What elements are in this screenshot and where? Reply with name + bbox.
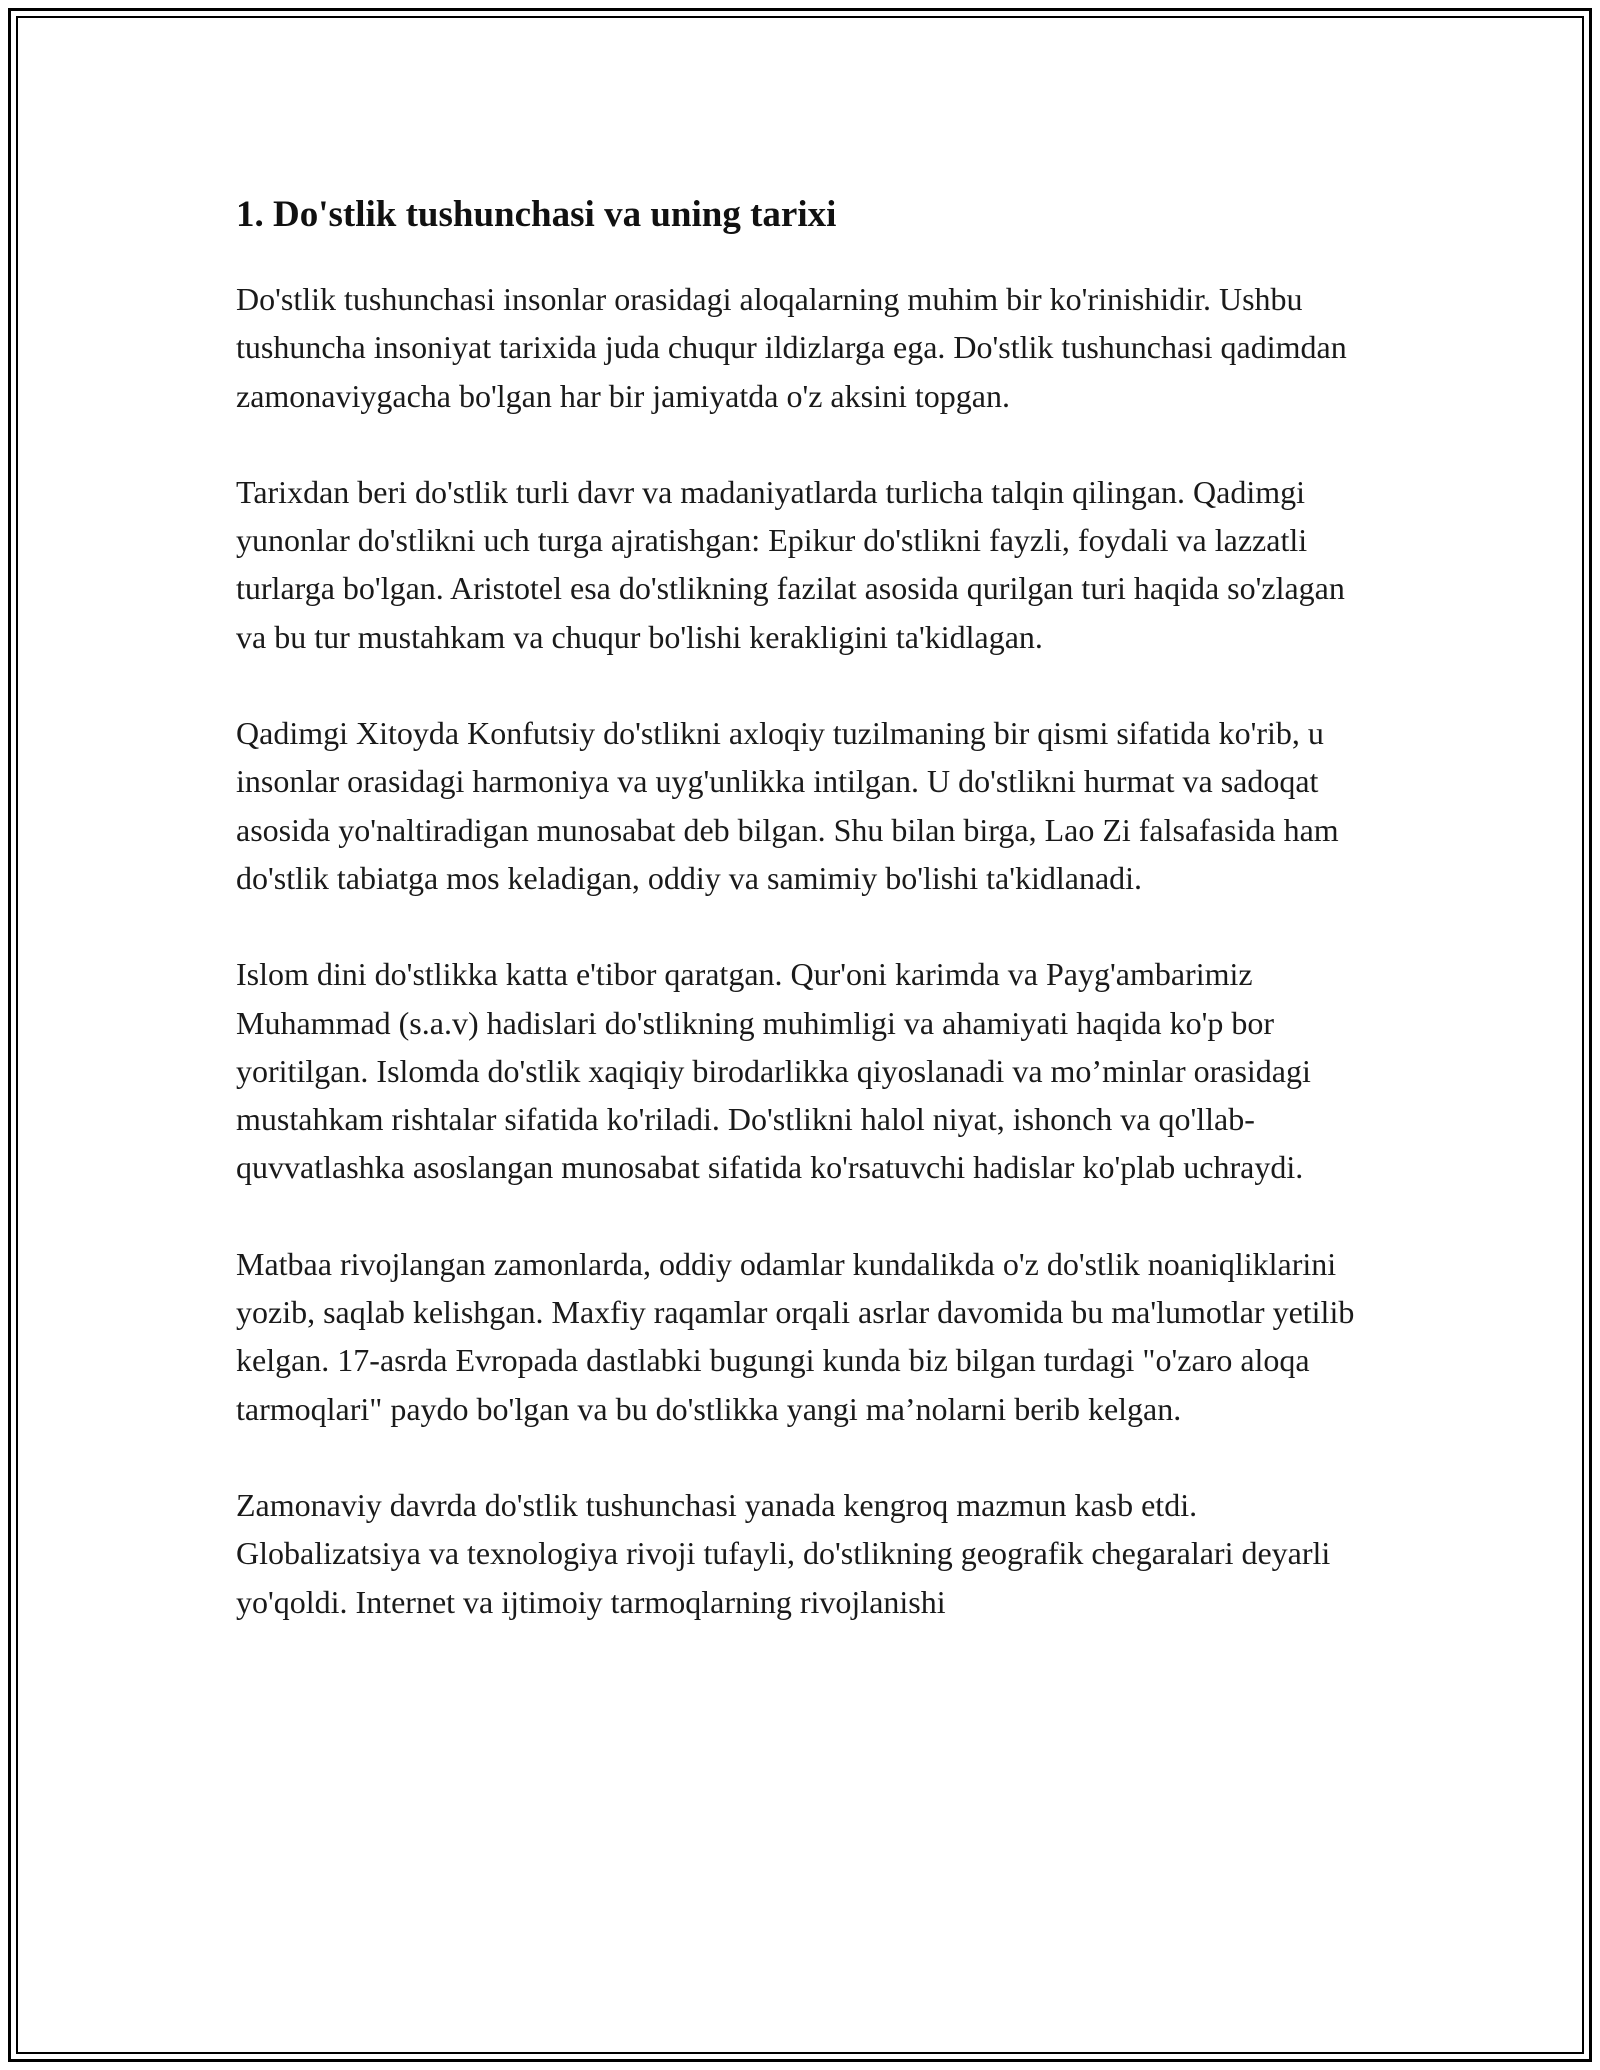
document-body [236, 188, 1376, 1626]
paragraph-intro: Do'stlik tushunchasi insonlar orasidagi aloqalarning muhim bir ko'rinishidir. Ushbu tushuncha insoniyat tarixida juda chuqur ildizlarga ega. Do'stlik tushunchasi qadimdan zamonaviygacha bo'lgan har bir jamiyatda o'z aksini topgan. [236, 281, 1347, 414]
paragraph-greek: Tarixdan beri do'stlik turli davr va madaniyatlarda turlicha talqin qilingan. Qadimgi yunonlar do'stlikni uch turga ajratishgan: Epikur do'stlikni fayzli, foydali va lazzatli turlarga bo'lgan. Aristotel esa do'stlikning fazilat asosida qurilgan turi haqida so'zlagan va bu tur mustahkam va chuqur bo'lishi kerakligini ta'kidlagan. [236, 473, 1345, 655]
paragraph-islam: Islom dini do'stlikka katta e'tibor qaratgan. Qur'oni karimda va Payg'ambarimiz Muhammad (s.a.v) hadislari do'stlikning muhimligi va ahamiyati haqida ko'p bor yoritilgan. Islomda do'stlik xaqiqiy birodarlikka qiyoslanadi va mo’minlar orasidagi mustahkam rishtalar sifatida ko'riladi. Do'stlikni halol niyat, ishonch va qo'llab-quvvatlashka asoslangan munosabat sifatida ko'rsatuvchi hadislar ko'plab uchraydi. [236, 956, 1311, 1186]
paragraph-print-era: Matbaa rivojlangan zamonlarda, oddiy odamlar kundalikda o'z do'stlik noaniqliklarini yozib, saqlab kelishgan. Maxfiy raqamlar orqali asrlar davomida bu ma'lumotlar yetilib kelgan. 17-asrda Evropada dastlabki bugungi kunda biz bilgan turdagi "o'zaro aloqa tarmoqlari" paydo bo'lgan va bu do'stlikka yangi ma’nolarni berib kelgan. [236, 1245, 1355, 1427]
paragraph-modern: Zamonaviy davrda do'stlik tushunchasi yanada kengroq mazmun kasb etdi. Globalizatsiya va texnologiya rivoji tufayli, do'stlikning geografik chegaralari deyarli yo'qoldi. Internet va ijtimoiy tarmoqlarning rivojlanishi [236, 1486, 1331, 1620]
section-heading: 1. Do'stlik tushunchasi va uning tarixi [236, 194, 837, 235]
paragraph-china: Qadimgi Xitoyda Konfutsiy do'stlikni axloqiy tuzilmaning bir qismi sifatida ko'rib, u insonlar orasidagi harmoniya va uyg'unlikka intilgan. U do'stlikni hurmat va sadoqat asosida yo'naltiradigan munosabat deb bilgan. Shu bilan birga, Lao Zi falsafasida ham do'stlik tabiatga mos keladigan, oddiy va samimiy bo'lishi ta'kidlanadi. [236, 715, 1339, 896]
